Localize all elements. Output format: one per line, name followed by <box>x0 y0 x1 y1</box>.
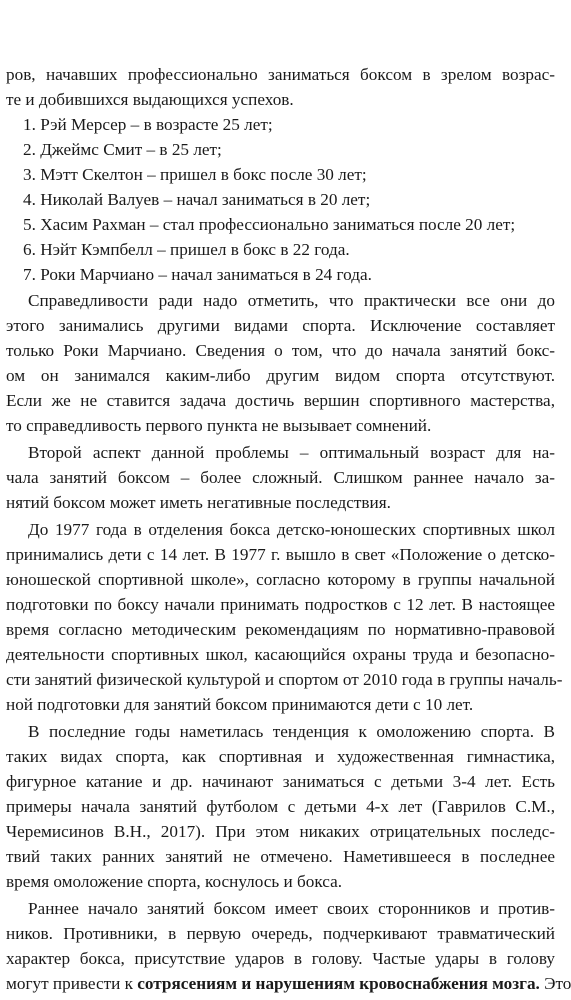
text-line: твий таких ранних занятий не отмечено. Наметившееся в последнее <box>6 847 555 866</box>
text-line: время согласно методическим рекомендациям по нормативно-правовой <box>6 620 555 639</box>
list-item: 5. Хасим Рахман – стал профессионально заниматься после 20 лет; <box>23 215 516 234</box>
list-item: 1. Рэй Мерсер – в возрасте 25 лет; <box>23 115 273 134</box>
list-item: 4. Николай Валуев – начал заниматься в 20 лет; <box>23 190 371 209</box>
text-line: фигурное катание и др. начинают заниматься с детьми 3-4 лет. Есть <box>6 772 555 791</box>
text-line: деятельности спортивных школ, касающийся охраны труда и безопасно- <box>6 645 555 664</box>
list-item: 2. Джеймс Смит – в 25 лет; <box>23 140 222 159</box>
text-run: Это <box>539 974 571 993</box>
text-line: До 1977 года в отделения бокса детско-юношеских спортивных школ <box>28 520 555 539</box>
text-line: Если же не ставится задача достичь вершин спортивного мастерства, <box>6 391 555 410</box>
text-line: те и добившихся выдающихся успехов. <box>6 90 294 109</box>
text-line: сти занятий физической культурой и спортом от 2010 года в группы началь- <box>6 670 563 689</box>
text-run: могут привести к <box>6 974 138 993</box>
text-line: нятий боксом может иметь негативные последствия. <box>6 493 391 512</box>
text-line: ом он занимался каким-либо другим видом спорта отсутствуют. <box>6 366 555 385</box>
text-line: характер бокса, присутствие ударов в голову. Частые удары в голову <box>6 949 555 968</box>
text-line: ников. Противники, в первую очередь, подчеркивают травматический <box>6 924 555 943</box>
list-item: 7. Роки Марчиано – начал заниматься в 24 года. <box>23 265 372 284</box>
text-line: этого занимались другими видами спорта. Исключение составляет <box>6 316 555 335</box>
text-line: Раннее начало занятий боксом имеет своих сторонников и против- <box>28 899 555 918</box>
text-line: таких видах спорта, как спортивная и художественная гимнастика, <box>6 747 555 766</box>
list-item: 3. Мэтт Скелтон – пришел в бокс после 30 лет; <box>23 165 367 184</box>
text-line: то справедливость первого пункта не вызывает сомнений. <box>6 416 432 435</box>
text-line: Второй аспект данной проблемы – оптимальный возраст для на- <box>28 443 555 462</box>
text-line: ной подготовки для занятий боксом принимаются дети с 10 лет. <box>6 695 474 714</box>
text-line: только Роки Марчиано. Сведения о том, что до начала занятий бокс- <box>6 341 555 360</box>
text-line: подготовки по боксу начали принимать подростков с 12 лет. В настоящее <box>6 595 555 614</box>
text-line: юношеской спортивной школе», согласно которому в группы начальной <box>6 570 555 589</box>
bold-emphasis: сотрясениям и нарушениям кровоснабжения мозга. <box>137 974 540 993</box>
text-line: Справедливости ради надо отметить, что практически все они до <box>28 291 555 310</box>
text-line: Черемисинов В.Н., 2017). При этом никаких отрицательных последс- <box>6 822 555 841</box>
text-line: время омоложение спорта, коснулось и бокса. <box>6 872 343 891</box>
text-line: чала занятий боксом – более сложный. Слишком раннее начало за- <box>6 468 555 487</box>
text-line <box>6 971 571 996</box>
text-line: принимались дети с 14 лет. В 1977 г. вышло в свет «Положение о детско- <box>6 545 555 564</box>
list-item: 6. Нэйт Кэмпбелл – пришел в бокс в 22 года. <box>23 240 350 259</box>
text-line: В последние годы наметилась тенденция к омоложению спорта. В <box>28 722 555 741</box>
text-line: ров, начавших профессионально заниматься боксом в зрелом возрас- <box>6 65 555 84</box>
text-line: примеры начала занятий футболом с детьми 4-х лет (Гаврилов С.М., <box>6 797 555 816</box>
